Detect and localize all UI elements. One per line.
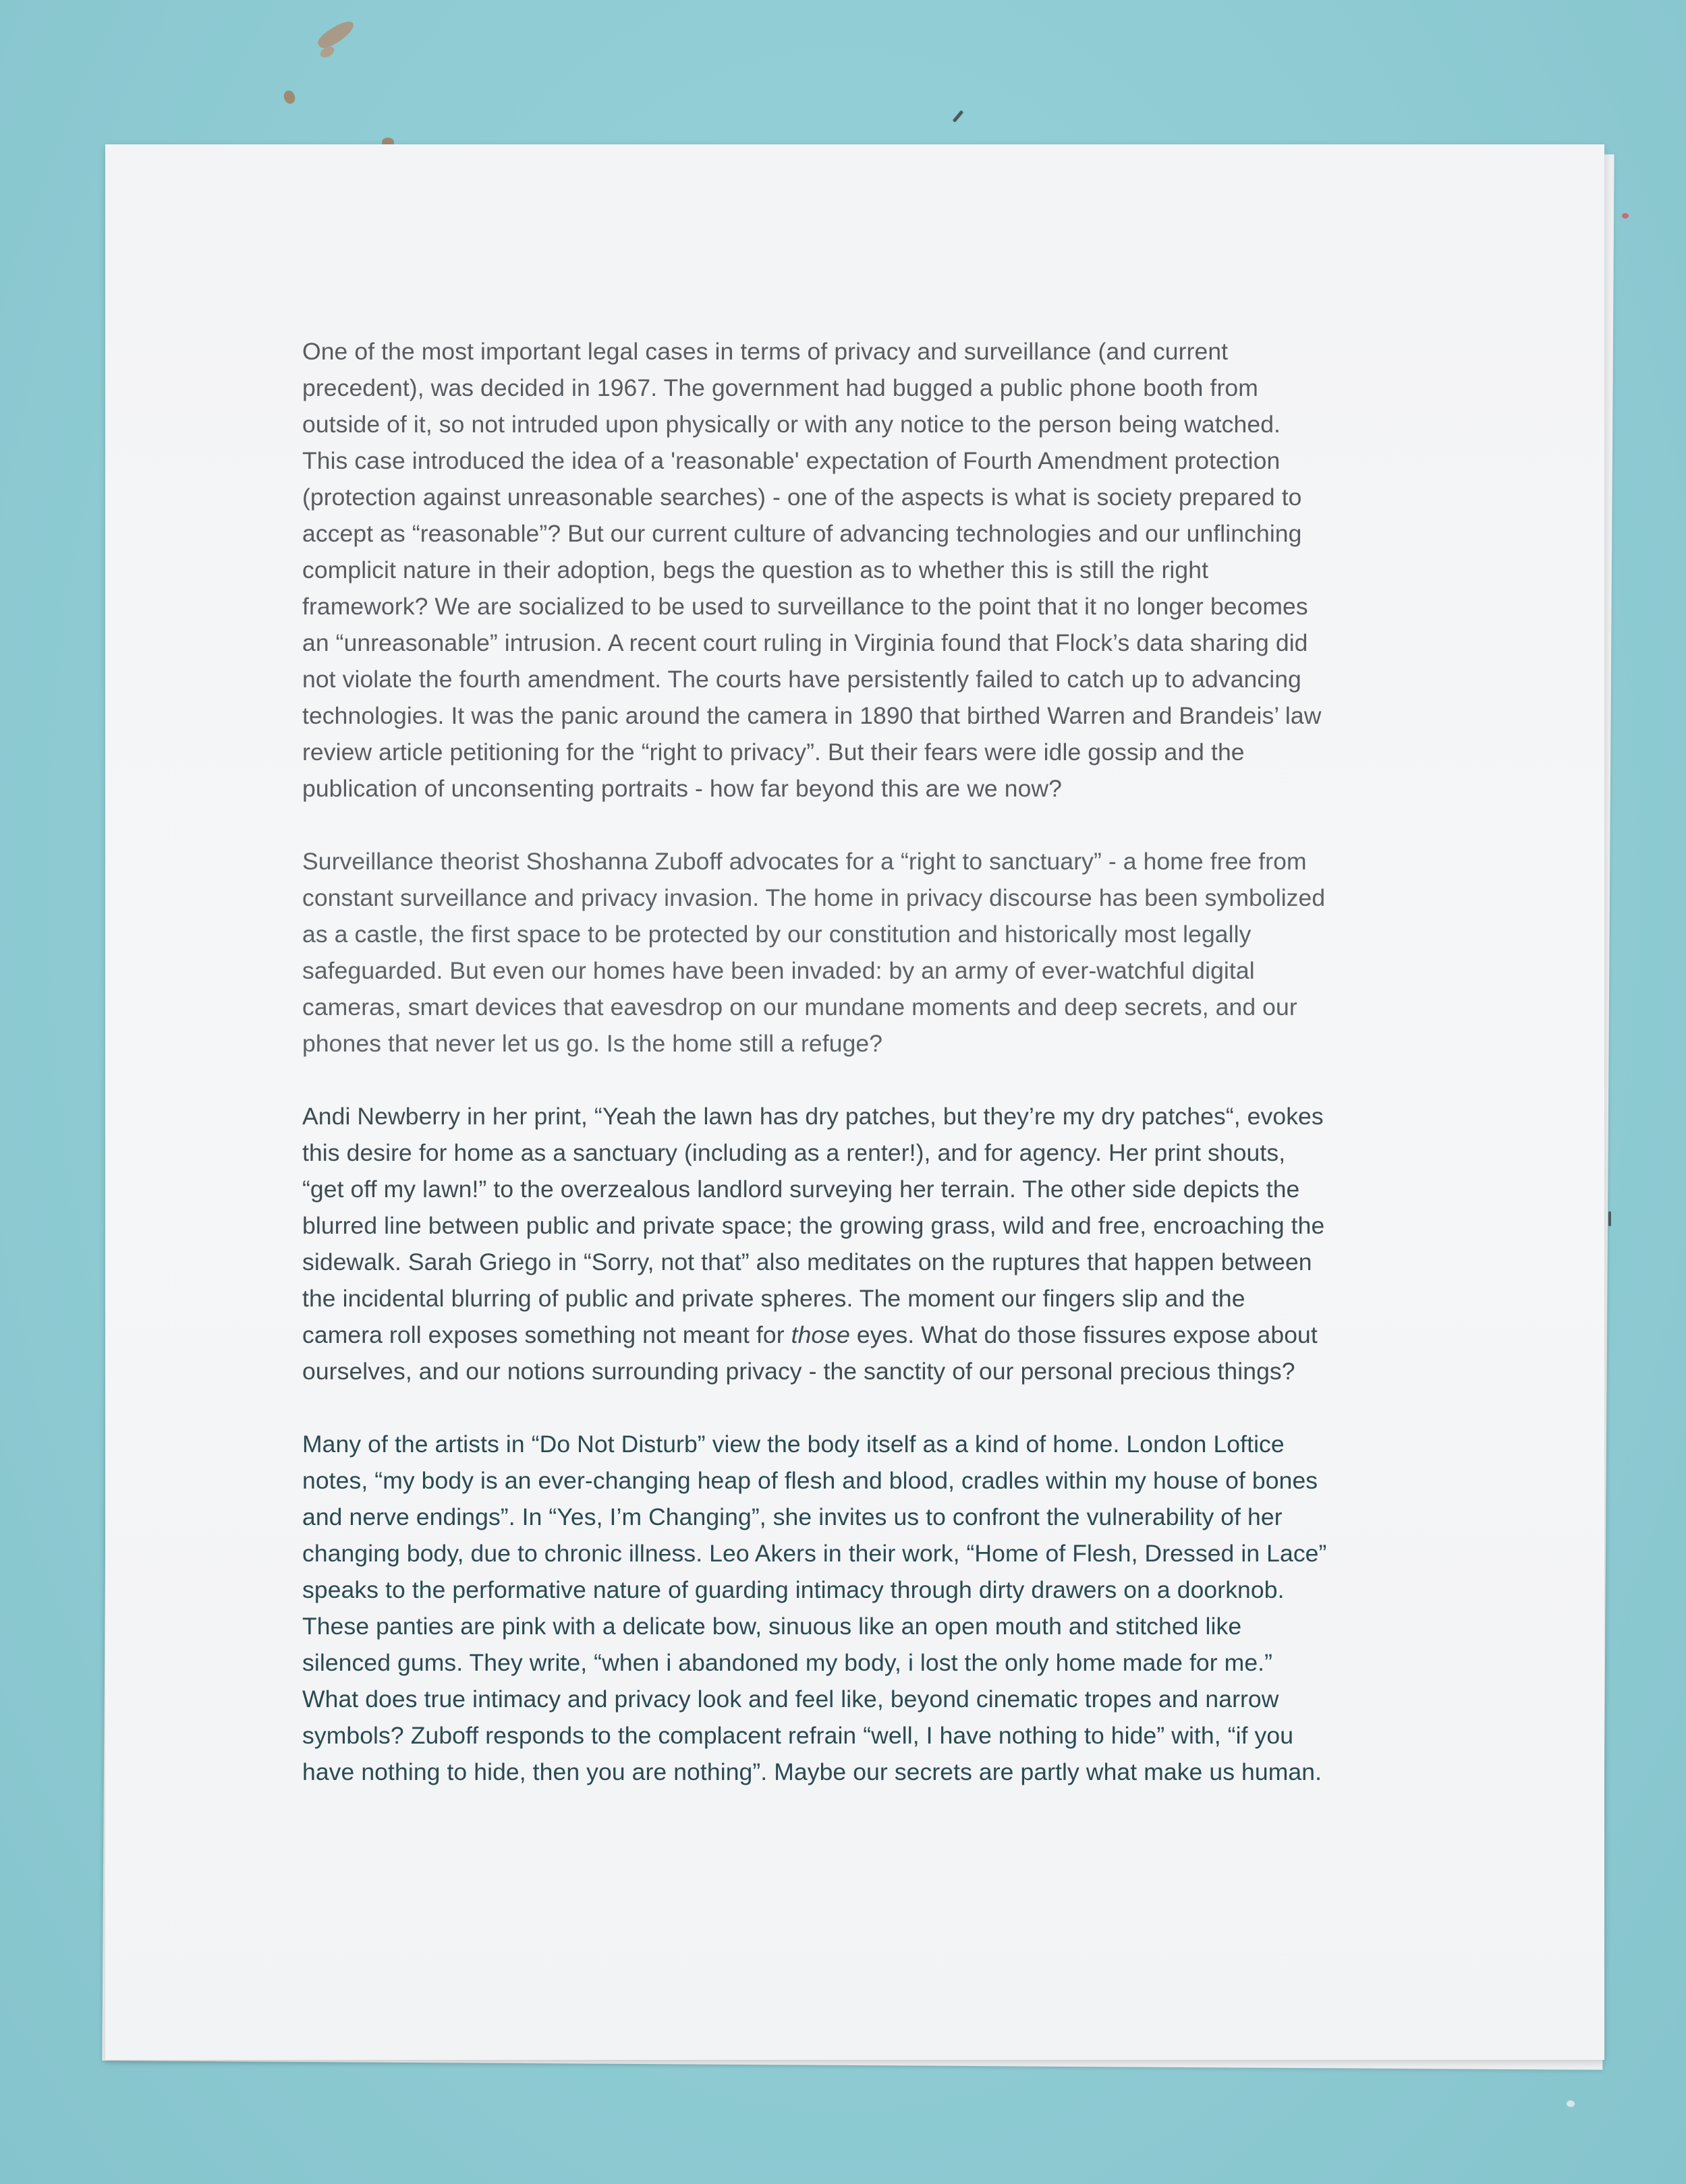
- text-line: Many of the artists in “Do Not Disturb” view the body itself as a kind of home. London Loftice: [302, 1431, 1285, 1458]
- text-line: accept as “reasonable”? But our current culture of advancing technologies and our unflinching: [302, 520, 1302, 547]
- text-line: phones that never let us go. Is the home still a refuge?: [302, 1030, 883, 1057]
- text-line: This case introduced the idea of a 'reasonable' expectation of Fourth Amendment protection: [302, 447, 1281, 474]
- text-line: constant surveillance and privacy invasion. The home in privacy discourse has been symbolized: [302, 884, 1326, 911]
- text-line: have nothing to hide, then you are nothing”. Maybe our secrets are partly what make us human.: [302, 1758, 1322, 1785]
- text-line: publication of unconsenting portraits - how far beyond this are we now?: [302, 775, 1063, 802]
- text-line: These panties are pink with a delicate bow, sinuous like an open mouth and stitched like: [302, 1613, 1242, 1640]
- text-segment: eyes. What do those fissures expose about: [849, 1321, 1318, 1348]
- text-line: technologies. It was the panic around the camera in 1890 that birthed Warren and Brandeis’ law: [302, 702, 1322, 729]
- text-line: complicit nature in their adoption, begs the question as to whether this is still the right: [302, 556, 1209, 583]
- text-line: “get off my lawn!” to the overzealous landlord surveying her terrain. The other side depicts the: [302, 1176, 1300, 1203]
- text-line: review article petitioning for the “right to privacy”. But their fears were idle gossip and the: [302, 739, 1245, 766]
- text-line: an “unreasonable” intrusion. A recent court ruling in Virginia found that Flock’s data sharing did: [302, 629, 1308, 656]
- text-line: ourselves, and our notions surrounding privacy - the sanctity of our personal precious things?: [302, 1358, 1295, 1385]
- text-line: What does true intimacy and privacy look and feel like, beyond cinematic tropes and narrow: [302, 1686, 1279, 1713]
- paragraph-legal-precedent: [302, 333, 1449, 807]
- text-line: blurred line between public and private space; the growing grass, wild and free, encroaching the: [302, 1212, 1325, 1239]
- dust-speck: [1608, 1211, 1611, 1226]
- dust-speck: [1622, 213, 1629, 219]
- dust-speck: [1567, 2100, 1575, 2107]
- text-line: One of the most important legal cases in terms of privacy and surveillance (and current: [302, 338, 1229, 365]
- paragraph-right-to-sanctuary: [302, 843, 1449, 1062]
- dust-speck: [282, 89, 297, 105]
- paragraph-artists-public-private: [302, 1098, 1449, 1389]
- dust-speck: [953, 110, 964, 123]
- text-line: outside of it, so not intruded upon physically or with any notice to the person being watched.: [302, 411, 1281, 438]
- text-line: silenced gums. They write, “when i abandoned my body, i lost the only home made for me.”: [302, 1649, 1273, 1676]
- text-line: the incidental blurring of public and private spheres. The moment our fingers slip and the: [302, 1285, 1245, 1312]
- text-line: Surveillance theorist Shoshanna Zuboff advocates for a “right to sanctuary” - a home free from: [302, 848, 1307, 875]
- text-line: and nerve endings”. In “Yes, I’m Changing”, she invites us to confront the vulnerability of her: [302, 1503, 1283, 1530]
- text-line: not violate the fourth amendment. The courts have persistently failed to catch up to advancing: [302, 666, 1301, 693]
- text-line: this desire for home as a sanctuary (including as a renter!), and for agency. Her print shouts,: [302, 1139, 1286, 1166]
- text-line: symbols? Zuboff responds to the complacent refrain “well, I have nothing to hide” with, “if you: [302, 1722, 1294, 1749]
- text-line: cameras, smart devices that eavesdrop on our mundane moments and deep secrets, and our: [302, 994, 1297, 1021]
- text-line: notes, “my body is an ever-changing heap of flesh and blood, cradles within my house of bones: [302, 1467, 1318, 1494]
- text-line: speaks to the performative nature of guarding intimacy through dirty drawers on a doorknob.: [302, 1576, 1285, 1603]
- italic-emphasis: those: [791, 1321, 850, 1348]
- text-line: framework? We are socialized to be used to surveillance to the point that it no longer becomes: [302, 593, 1308, 620]
- text-segment: camera roll exposes something not meant for: [302, 1321, 791, 1348]
- paper-sheet: [105, 144, 1604, 2060]
- text-line: as a castle, the first space to be protected by our constitution and historically most legally: [302, 921, 1252, 948]
- text-line: precedent), was decided in 1967. The government had bugged a public phone booth from: [302, 374, 1258, 401]
- essay-text: [302, 333, 1449, 1827]
- text-line: (protection against unreasonable searches) - one of the aspects is what is society prepared to: [302, 484, 1302, 511]
- text-line: [302, 1317, 1449, 1353]
- text-line: sidewalk. Sarah Griego in “Sorry, not that” also meditates on the ruptures that happen between: [302, 1248, 1312, 1275]
- text-line: Andi Newberry in her print, “Yeah the lawn has dry patches, but they’re my dry patches“, evokes: [302, 1103, 1324, 1130]
- text-line: safeguarded. But even our homes have been invaded: by an army of ever-watchful digital: [302, 957, 1255, 984]
- dust-speck: [315, 17, 357, 52]
- paragraph-body-as-home: [302, 1426, 1449, 1790]
- text-line: changing body, due to chronic illness. Leo Akers in their work, “Home of Flesh, Dressed in Lace”: [302, 1540, 1327, 1567]
